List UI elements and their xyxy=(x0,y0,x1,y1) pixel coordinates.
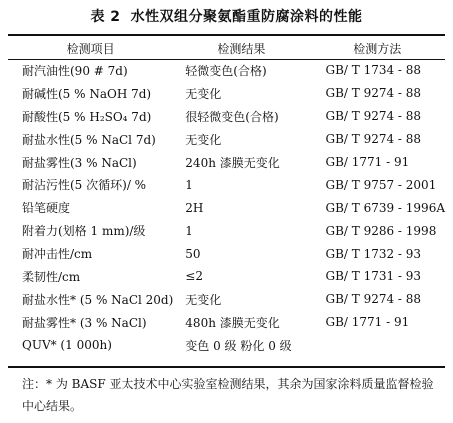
bottom-rule xyxy=(8,366,445,368)
cell-method xyxy=(309,334,445,357)
cell-result: 轻微变色(合格) xyxy=(185,63,267,78)
cell-result: 2H xyxy=(185,200,204,215)
column-header-item: 检测项目 xyxy=(66,41,115,56)
cell-method: GB/ 1771 - 91 xyxy=(325,315,410,330)
column-header-method: 检测方法 xyxy=(353,41,402,56)
table-row xyxy=(8,288,445,311)
cell-item: 耐盐雾性(3 % NaCl) xyxy=(22,155,137,170)
cell-method: GB/ T 9274 - 88 xyxy=(325,292,422,307)
cell-method: GB/ T 9757 - 2001 xyxy=(325,177,437,192)
cell-method: GB/ T 1732 - 93 xyxy=(325,246,422,261)
table-row xyxy=(8,59,445,82)
table-row xyxy=(8,105,445,128)
table-row xyxy=(8,334,445,357)
table-row xyxy=(8,128,445,151)
table-row xyxy=(8,151,445,174)
table-title xyxy=(0,6,453,26)
cell-result: 480h 漆膜无变化 xyxy=(185,315,280,330)
cell-result: 1 xyxy=(185,223,193,238)
cell-item: 耐碱性(5 % NaOH 7d) xyxy=(22,86,152,101)
cell-item: 耐冲击性/cm xyxy=(22,247,93,262)
cell-item: 耐沾污性(5 次循环)/ % xyxy=(22,178,147,193)
cell-item: 铅笔硬度 xyxy=(22,201,71,216)
footnote-text: * 为 BASF 亚太技术中心实验室检测结果，其余为国家涂料质量监督检验中心结果。 xyxy=(22,377,434,413)
cell-item: 耐汽油性(90 # 7d) xyxy=(22,63,128,78)
cell-item: QUV* (1 000h) xyxy=(22,338,112,353)
footnote xyxy=(22,373,442,417)
top-rule xyxy=(8,34,445,36)
cell-item: 柔韧性/cm xyxy=(22,269,81,284)
cell-result: 240h 漆膜无变化 xyxy=(185,155,280,170)
table-row xyxy=(8,219,445,242)
cell-result: 无变化 xyxy=(185,292,222,307)
cell-result: 50 xyxy=(185,246,201,261)
cell-method: GB/ T 9286 - 1998 xyxy=(325,223,437,238)
cell-result: 1 xyxy=(185,177,193,192)
column-header-result: 检测结果 xyxy=(217,41,266,56)
cell-method: GB/ T 9274 - 88 xyxy=(325,132,422,147)
cell-item: 耐盐水性(5 % NaCl 7d) xyxy=(22,132,156,147)
table-row xyxy=(8,265,445,288)
cell-method: GB/ 1771 - 91 xyxy=(325,155,410,169)
cell-item: 耐盐水性* (5 % NaCl 20d) xyxy=(22,292,174,307)
cell-item: 耐酸性(5 % H₂SO₄ 7d) xyxy=(22,109,152,124)
cell-method: GB/ T 1731 - 93 xyxy=(325,269,422,284)
table-number: 表 2 xyxy=(90,9,121,25)
cell-result: 变色 0 级 粉化 0 级 xyxy=(185,338,292,353)
table-row xyxy=(8,242,445,265)
cell-item: 附着力(划格 1 mm)/级 xyxy=(22,224,146,239)
cell-method: GB/ T 1734 - 88 xyxy=(325,63,422,78)
table-caption: 水性双组分聚氨酯重防腐涂料的性能 xyxy=(130,9,363,25)
cell-result: 很轻微变色(合格) xyxy=(185,109,279,124)
table-header-row xyxy=(8,37,445,59)
table-row xyxy=(8,173,445,196)
cell-result: 无变化 xyxy=(185,132,222,147)
cell-method: GB/ T 6739 - 1996A xyxy=(325,200,445,215)
properties-table xyxy=(8,37,445,357)
footnote-label: 注： xyxy=(22,377,47,391)
cell-method: GB/ T 9274 - 88 xyxy=(325,109,422,124)
table-row xyxy=(8,82,445,105)
cell-method: GB/ T 9274 - 88 xyxy=(325,86,422,101)
table-row xyxy=(8,311,445,334)
cell-result: ≤2 xyxy=(185,269,203,284)
cell-result: 无变化 xyxy=(185,86,222,101)
cell-item: 耐盐雾性* (3 % NaCl) xyxy=(22,315,147,330)
table-row xyxy=(8,196,445,219)
